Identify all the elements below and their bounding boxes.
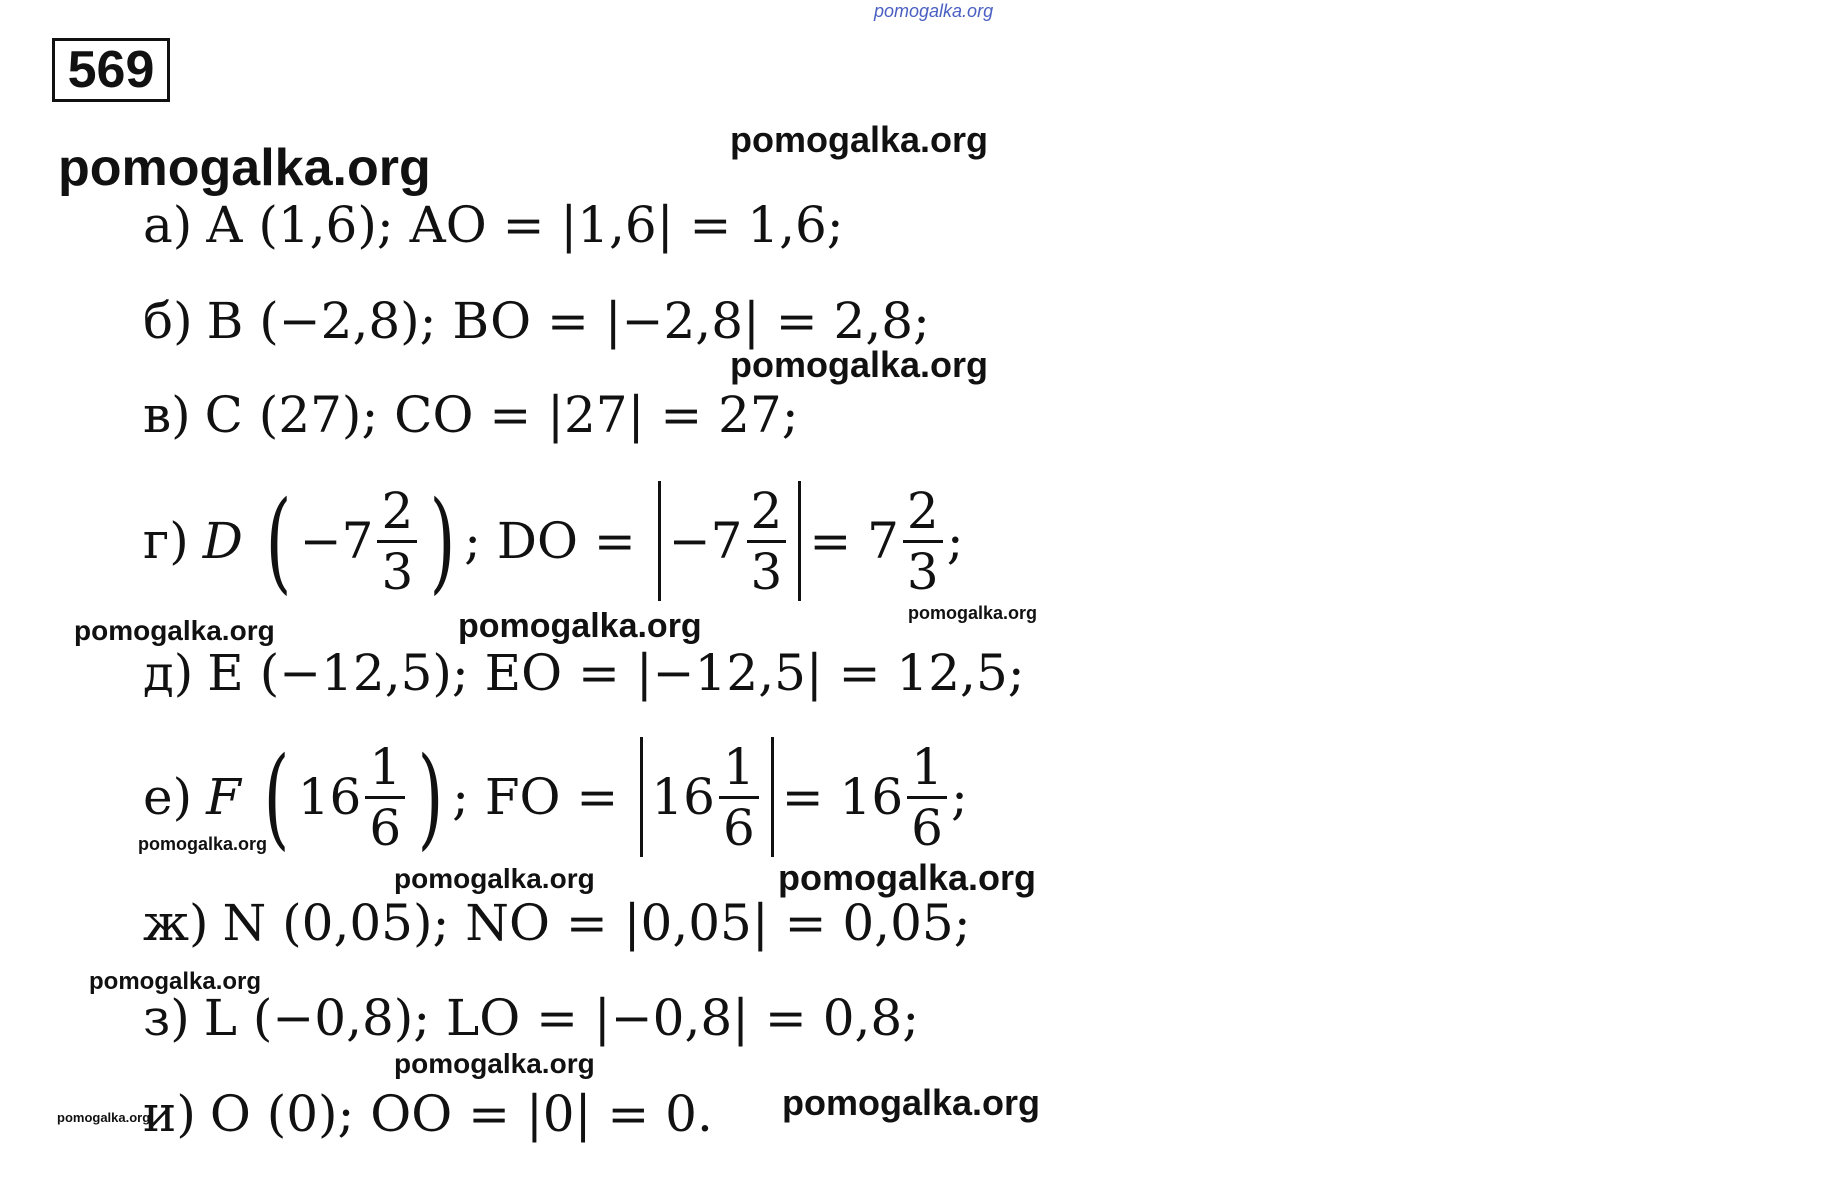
line-label: а)	[143, 196, 193, 254]
line-label: ж)	[143, 894, 209, 952]
fraction	[907, 737, 947, 857]
line-text: O (0); OO = |0| = 0.	[209, 1085, 713, 1143]
fraction-denominator: 3	[750, 542, 783, 601]
mixed-whole: −7	[668, 512, 743, 570]
watermark-top: pomogalka.org	[874, 1, 994, 21]
line-label: д)	[143, 644, 194, 702]
abs-bar-left	[658, 481, 661, 601]
abs-bar-right	[771, 737, 774, 857]
solution-line-g	[143, 476, 964, 606]
right-paren: )	[417, 733, 444, 861]
line-eq: = 7	[809, 512, 899, 570]
watermark: pomogalka.org	[394, 1048, 595, 1079]
solution-line-a	[143, 196, 844, 254]
fraction-numerator: 1	[369, 737, 402, 796]
watermark-large: pomogalka.org	[58, 139, 431, 197]
fraction-numerator: 2	[381, 481, 414, 540]
fraction	[377, 481, 417, 601]
watermark: pomogalka.org	[394, 863, 595, 894]
solution-line-d	[143, 644, 1025, 702]
line-text: B (−2,8); BO = |−2,8| = 2,8;	[206, 292, 930, 350]
line-mid: ; DO =	[464, 512, 636, 570]
fraction	[747, 481, 787, 601]
line-label: б)	[143, 292, 193, 350]
right-paren: )	[429, 477, 456, 605]
watermark: pomogalka.org	[778, 857, 1037, 898]
fraction-denominator: 3	[381, 542, 414, 601]
line-eq: = 16	[781, 768, 904, 826]
line-mid: ; FO =	[452, 768, 619, 826]
mixed-whole: −7	[299, 512, 374, 570]
fraction	[719, 737, 759, 857]
fraction-denominator: 3	[906, 542, 939, 601]
fraction-numerator: 2	[906, 481, 939, 540]
line-text: N (0,05); NO = |0,05| = 0,05;	[222, 894, 971, 952]
fraction	[365, 737, 405, 857]
line-end: ;	[950, 768, 968, 826]
line-text: A (1,6); AO = |1,6| = 1,6;	[206, 196, 844, 254]
line-text: C (27); CO = |27| = 27;	[204, 386, 799, 444]
watermark: pomogalka.org	[908, 603, 1038, 623]
point-name: D	[202, 512, 243, 570]
problem-number: 569	[52, 38, 170, 102]
line-label: и)	[143, 1085, 196, 1143]
solution-line-z	[143, 989, 920, 1047]
fraction-denominator: 6	[369, 798, 402, 857]
line-label: е)	[143, 768, 193, 826]
abs-bar-left	[640, 737, 643, 857]
fraction-denominator: 6	[911, 798, 943, 857]
watermark: pomogalka.org	[89, 968, 262, 995]
watermark: pomogalka.org	[458, 607, 702, 645]
watermark: pomogalka.org	[730, 344, 989, 385]
mixed-whole: 16	[297, 768, 362, 826]
left-paren: (	[263, 733, 290, 861]
watermark: pomogalka.org	[730, 119, 989, 160]
solution-line-zh	[143, 894, 971, 952]
line-label: г)	[143, 512, 189, 570]
watermark: pomogalka.org	[138, 834, 268, 854]
solution-line-i	[143, 1085, 713, 1143]
solution-line-e	[143, 732, 968, 862]
left-paren: (	[265, 477, 292, 605]
abs-bar-right	[798, 481, 801, 601]
line-end: ;	[946, 512, 964, 570]
fraction-denominator: 6	[722, 798, 755, 857]
line-text: E (−12,5); EO = |−12,5| = 12,5;	[207, 644, 1025, 702]
point-name: F	[206, 768, 241, 826]
line-label: в)	[143, 386, 191, 444]
watermark: pomogalka.org	[74, 615, 275, 646]
watermark: pomogalka.org	[782, 1082, 1041, 1123]
watermark: pomogalka.org	[57, 1110, 151, 1125]
line-text: L (−0,8); LO = |−0,8| = 0,8;	[203, 989, 920, 1047]
solution-line-b	[143, 292, 930, 350]
fraction-numerator: 1	[911, 737, 943, 796]
mixed-whole: 16	[651, 768, 715, 826]
solution-line-v	[143, 386, 799, 444]
fraction	[903, 481, 943, 601]
fraction-numerator: 1	[722, 737, 755, 796]
line-label: з)	[143, 989, 190, 1047]
fraction-numerator: 2	[750, 481, 783, 540]
